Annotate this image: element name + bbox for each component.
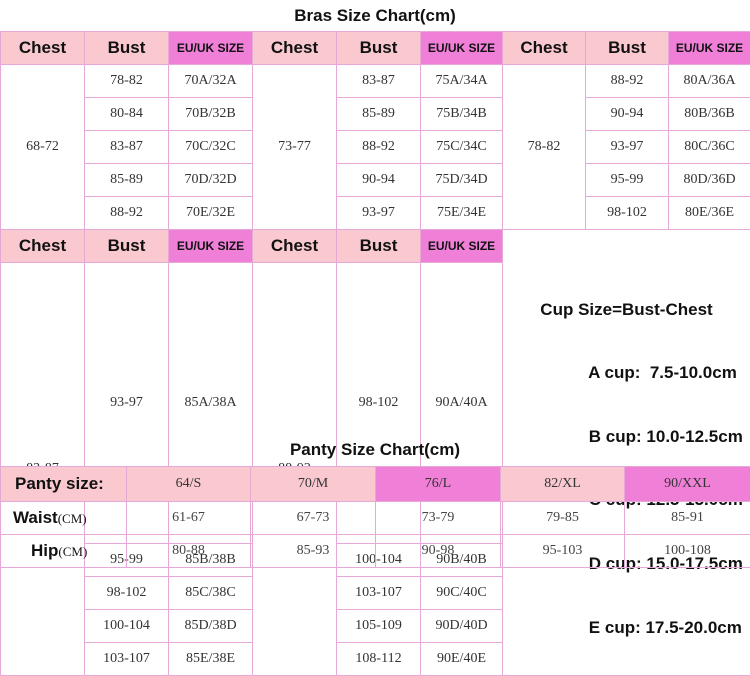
chest-cell: 78-82 [503, 65, 586, 230]
cup-size-line: D cup: 15.0-17.5cm [589, 554, 743, 573]
bust-header: Bust [337, 32, 421, 65]
cup-size-line: A cup: 7.5-10.0cm [588, 363, 737, 382]
eu-size-cell: 75B/34B [421, 98, 503, 131]
bras-size-table [0, 31, 750, 676]
bust-cell: 105-109 [337, 610, 421, 643]
chest-header: Chest [253, 230, 337, 263]
eu-size-cell: 85D/38D [169, 610, 253, 643]
bust-cell: 93-97 [337, 197, 421, 230]
hip-unit: (CM) [58, 544, 87, 559]
eu-size-cell: 80B/36B [669, 98, 750, 131]
waist-cell: 61-67 [127, 502, 251, 535]
bust-header: Bust [85, 230, 169, 263]
waist-unit: (CM) [58, 511, 87, 526]
waist-cell: 79-85 [501, 502, 625, 535]
eu-size-cell: 85B/38B [169, 544, 253, 577]
bust-cell: 103-107 [85, 643, 169, 676]
eu-size-cell: 75A/34A [421, 65, 503, 98]
panty-size-table [0, 466, 750, 568]
eu-size-cell: 75C/34C [421, 131, 503, 164]
bust-cell: 98-102 [337, 263, 421, 544]
bust-header: Bust [85, 32, 169, 65]
bust-cell: 95-99 [586, 164, 669, 197]
waist-cell: 85-91 [625, 502, 750, 535]
cup-size-title: Cup Size=Bust-Chest [503, 294, 750, 326]
bust-header: Bust [337, 230, 421, 263]
waist-label-text: Waist [13, 508, 58, 527]
bust-cell: 78-82 [85, 65, 169, 98]
bust-header: Bust [586, 32, 669, 65]
eu-size-cell: 80E/36E [669, 197, 750, 230]
bust-cell: 88-92 [337, 131, 421, 164]
bust-cell: 90-94 [586, 98, 669, 131]
hip-label [1, 535, 127, 568]
bust-cell: 85-89 [85, 164, 169, 197]
eu-size-cell: 85C/38C [169, 577, 253, 610]
eu-size-cell: 90B/40B [421, 544, 503, 577]
eu-size-cell: 75D/34D [421, 164, 503, 197]
panty-size-cell: 90/XXL [625, 467, 750, 502]
bust-cell: 83-87 [85, 131, 169, 164]
hip-label-text: Hip [31, 541, 58, 560]
chest-header: Chest [1, 32, 85, 65]
hip-cell: 100-108 [625, 535, 750, 568]
hip-cell: 90-98 [376, 535, 501, 568]
eu-size-cell: 75E/34E [421, 197, 503, 230]
eu-size-cell: 90E/40E [421, 643, 503, 676]
waist-cell: 73-79 [376, 502, 501, 535]
panty-size-cell: 64/S [127, 467, 251, 502]
cup-size-line: B cup: 10.0-12.5cm [589, 427, 743, 446]
eu-size-cell: 90D/40D [421, 610, 503, 643]
bust-cell: 98-102 [586, 197, 669, 230]
bust-cell: 93-97 [586, 131, 669, 164]
chest-header: Chest [1, 230, 85, 263]
chest-header: Chest [503, 32, 586, 65]
eu-size-cell: 70C/32C [169, 131, 253, 164]
eu-size-cell: 85E/38E [169, 643, 253, 676]
panty-size-cell: 76/L [376, 467, 501, 502]
eu-size-cell: 70E/32E [169, 197, 253, 230]
bust-cell: 88-92 [85, 197, 169, 230]
bust-cell: 100-104 [85, 610, 169, 643]
eu-size-cell: 80D/36D [669, 164, 750, 197]
waist-cell: 67-73 [251, 502, 376, 535]
eu-size-cell: 80C/36C [669, 131, 750, 164]
bust-cell: 100-104 [337, 544, 421, 577]
waist-label [1, 502, 127, 535]
bras-chart-title: Bras Size Chart(cm) [0, 6, 750, 26]
bust-cell: 85-89 [337, 98, 421, 131]
bust-cell: 80-84 [85, 98, 169, 131]
eu-size-cell: 70D/32D [169, 164, 253, 197]
panty-size-label: Panty size: [1, 467, 127, 502]
bust-cell: 98-102 [85, 577, 169, 610]
bust-cell: 93-97 [85, 263, 169, 544]
hip-cell: 80-88 [127, 535, 251, 568]
eu-size-cell: 85A/38A [169, 263, 253, 544]
eu-size-header: EU/UK SIZE [421, 230, 503, 263]
bust-cell: 95-99 [85, 544, 169, 577]
eu-size-cell: 90A/40A [421, 263, 503, 544]
chest-header: Chest [253, 32, 337, 65]
eu-size-header: EU/UK SIZE [669, 32, 750, 65]
eu-size-cell: 90C/40C [421, 577, 503, 610]
eu-size-header: EU/UK SIZE [169, 230, 253, 263]
panty-size-cell: 82/XL [501, 467, 625, 502]
cup-size-line: E cup: 17.5-20.0cm [589, 618, 742, 637]
bust-cell: 88-92 [586, 65, 669, 98]
bust-cell: 90-94 [337, 164, 421, 197]
panty-size-cell: 70/M [251, 467, 376, 502]
chest-cell: 68-72 [1, 65, 85, 230]
eu-size-header: EU/UK SIZE [421, 32, 503, 65]
eu-size-cell: 80A/36A [669, 65, 750, 98]
chest-cell: 73-77 [253, 65, 337, 230]
hip-cell: 95-103 [501, 535, 625, 568]
hip-cell: 85-93 [251, 535, 376, 568]
bust-cell: 83-87 [337, 65, 421, 98]
eu-size-header: EU/UK SIZE [169, 32, 253, 65]
panty-chart-title: Panty Size Chart(cm) [0, 440, 750, 460]
eu-size-cell: 70A/32A [169, 65, 253, 98]
eu-size-cell: 70B/32B [169, 98, 253, 131]
bust-cell: 108-112 [337, 643, 421, 676]
bust-cell: 103-107 [337, 577, 421, 610]
